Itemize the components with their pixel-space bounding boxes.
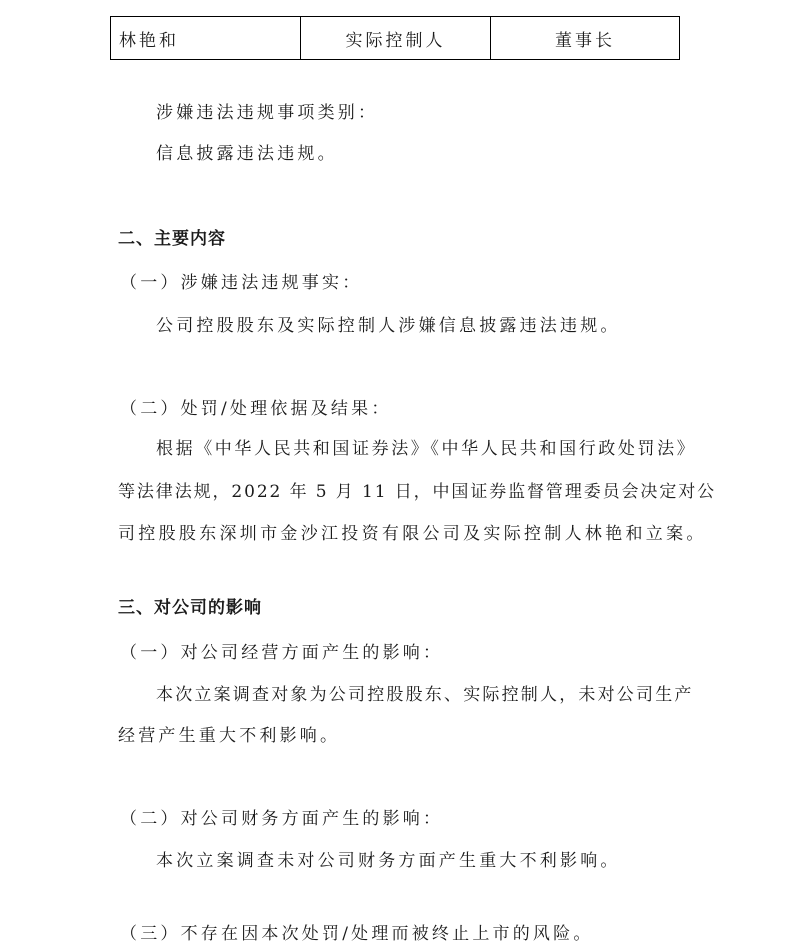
penalty-basis-line-1: 根据《中华人民共和国证券法》《中华人民共和国行政处罚法》: [156, 439, 697, 459]
operations-impact-line-2: 经营产生重大不利影响。: [118, 726, 341, 746]
subheading-financial-impact: （二）对公司财务方面产生的影响：: [120, 809, 444, 829]
operations-impact-line-1: 本次立案调查对象为公司控股股东、实际控制人，未对公司生产: [156, 685, 694, 705]
penalty-basis-line-2: 等法律法规，2022 年 5 月 11 日，中国证券监督管理委员会决定对公: [118, 482, 717, 502]
subheading-operations-impact: （一）对公司经营方面产生的影响：: [120, 643, 444, 663]
table-row: [111, 17, 680, 60]
subheading-delisting-risk: （三）不存在因本次处罚/处理而被终止上市的风险。: [120, 924, 594, 944]
violation-category-value: 信息披露违法违规。: [156, 144, 338, 164]
table-cell-role: 实际控制人: [301, 17, 491, 60]
financial-impact-text: 本次立案调查未对公司财务方面产生重大不利影响。: [156, 851, 621, 871]
violation-facts-text: 公司控股股东及实际控制人涉嫌信息披露违法违规。: [156, 316, 621, 336]
info-table: [110, 16, 680, 60]
table-cell-name: 林艳和: [111, 17, 301, 60]
section-heading-impact: 三、对公司的影响: [118, 598, 262, 618]
section-heading-main-content: 二、主要内容: [118, 229, 226, 249]
table-cell-position: 董事长: [491, 17, 680, 60]
subheading-violation-facts: （一）涉嫌违法违规事实：: [120, 273, 363, 293]
violation-category-label: 涉嫌违法违规事项类别：: [156, 103, 379, 123]
penalty-basis-line-3: 司控股股东深圳市金沙江投资有限公司及实际控制人林艳和立案。: [118, 524, 707, 544]
subheading-penalty-basis: （二）处罚/处理依据及结果：: [120, 399, 392, 419]
